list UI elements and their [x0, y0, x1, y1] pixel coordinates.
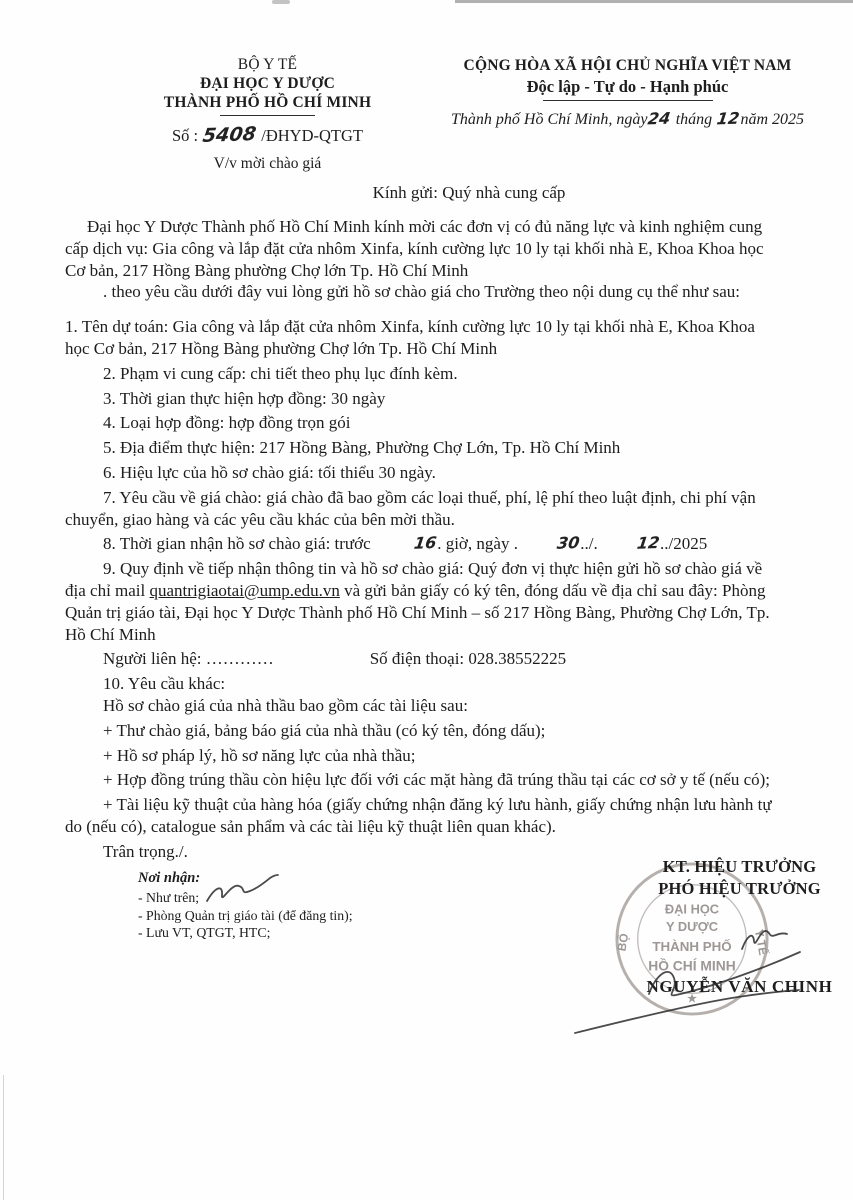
university-name-line2: THÀNH PHỐ HỒ CHÍ MINH [163, 94, 372, 111]
bullet-1: + Thư chào giá, bảng báo giá của nhà thầu (có ký tên, đóng dấu); [103, 720, 546, 740]
list-item-8 [65, 533, 775, 555]
contact-person-label: Người liên hệ: ………… [103, 649, 274, 669]
contact-line [103, 648, 775, 670]
document-number-suffix: /ĐHYD-QTGT [261, 126, 363, 145]
document-number-label: Số : [171, 126, 199, 145]
recipient-item: - Như trên; [138, 890, 200, 906]
document-body [0, 216, 853, 1005]
issuer-block [0, 56, 440, 173]
item8-month-handwritten: 12 [635, 533, 661, 554]
item8-mid1: . giờ, ngày . [437, 534, 518, 554]
list-item-4: 4. Loại hợp đồng: hợp đồng trọn gói [103, 413, 351, 433]
list-item-6: 6. Hiệu lực của hồ sơ chào giá: tối thiểu 30 ngày. [103, 462, 436, 482]
stamp-ring-left-text: BỘ [614, 931, 632, 952]
header-divider-line [220, 115, 315, 116]
document-number-handwritten: 5408 [201, 123, 258, 147]
list-item-3: 3. Thời gian thực hiện hợp đồng: 30 ngày [103, 388, 386, 408]
bullet-4: + Tài liệu kỹ thuật của hàng hóa (giấy chứng nhận đăng ký lưu hành, giấy chứng nhận lưu hành tự do (nếu có), catalogue sản phẩm và các tài liệu kỹ thuật liên quan khác). [65, 795, 772, 836]
salutation: Kính gửi: Quý nhà cung cấp [372, 183, 566, 202]
document-subject: V/v mời chào giá [213, 155, 322, 172]
list-item-1: 1. Tên dự toán: Gia công và lắp đặt cửa nhôm Xinfa, kính cường lực 10 ly tại khối nhà E, Khoa Khoa học Cơ bản, 217 Hồng Bàng phường Chợ lớn Tp. Hồ Chí Minh [65, 317, 755, 358]
recipient-item: - Phòng Quản trị giáo tài (để đăng tin); [138, 907, 353, 923]
bullet-2: + Hồ sơ pháp lý, hồ sơ năng lực của nhà thầu; [103, 745, 416, 765]
closing-line: Trân trọng./. [103, 841, 188, 861]
document-footer [65, 856, 833, 1005]
date-suffix: năm 2025 [740, 111, 804, 128]
recipients-title: Nơi nhận: [138, 869, 201, 886]
list-item-7: 7. Yêu cầu về giá chào: giá chào đã bao gồm các loại thuế, phí, lệ phí theo luật định, chi phí vận chuyển, giao hàng và các yêu cầu khác của bên mời thầu. [65, 487, 756, 529]
national-motto-line1: CỘNG HÒA XÃ HỘI CHỦ NGHĨA VIỆT NAM [463, 57, 792, 74]
request-paragraph: . theo yêu cầu dưới đây vui lòng gửi hồ sơ chào giá cho Trường theo nội dung cụ thể như sau: [103, 282, 741, 302]
signer-title-2: PHÓ HIỆU TRƯỞNG [658, 878, 821, 898]
university-name-line1: ĐẠI HỌC Y DƯỢC [200, 75, 335, 92]
national-motto-line2: Độc lập - Tự do - Hạnh phúc [526, 77, 729, 96]
phone-number-label: Số điện thoại: 028.38552225 [369, 649, 567, 669]
signer-name: NGUYỄN VĂN CHINH [646, 976, 833, 996]
item8-suffix: ../2025 [659, 534, 708, 554]
item9-text-before: 9. Quy định về tiếp nhận thông tin và hồ sơ chào giá: Quý đơn vị thực hiện gửi hồ sơ chào giá về địa chỉ mail [65, 559, 763, 600]
motto-divider-line [543, 100, 713, 101]
bullet-3: + Hợp đồng trúng thầu còn hiệu lực đối với các mặt hàng đã trúng thầu tại các cơ sở y tế (nếu có); [103, 770, 771, 790]
list-item-5: 5. Địa điểm thực hiện: 217 Hồng Bàng, Phường Chợ Lớn, Tp. Hồ Chí Minh [103, 438, 621, 458]
date-line [440, 109, 815, 129]
stamp-text-line1: ĐẠI HỌC [664, 900, 720, 916]
document-number-line [103, 124, 433, 146]
scan-artifact [3, 1075, 4, 1200]
item8-day-handwritten: 30 [555, 533, 581, 554]
date-month-handwritten: 12 [715, 108, 741, 129]
ministry-name: BỘ Y TẾ [237, 56, 298, 73]
list-item-10: 10. Yêu cầu khác: [103, 674, 226, 694]
documents-intro: Hồ sơ chào giá của nhà thầu bao gồm các tài liệu sau: [103, 695, 468, 715]
stamp-text-line4: HỒ CHÍ MINH [648, 957, 736, 974]
document-header [0, 0, 853, 173]
signature-block [597, 856, 853, 1005]
stamp-star-icon: ★ [687, 992, 697, 1005]
stamp-text-line3: THÀNH PHỐ [652, 938, 732, 954]
stamp-ring-right-text: Y TẾ [751, 927, 771, 956]
item8-hour-handwritten: 16 [412, 533, 438, 554]
item9-text-after: và gửi bản giấy có ký tên, đóng dấu về địa chỉ sau đây: Phòng Quản trị giáo tài, Đại học Y Dược Thành phố Hồ Chí Minh – số 217 Hồng Bàng, Phường Chợ Lớn, Tp. Hồ Chí Minh [65, 580, 770, 644]
list-item-9 [65, 558, 775, 645]
stamp-text-line2: Y DƯỢC [665, 918, 719, 934]
signer-title-1: KT. HIỆU TRƯỞNG [662, 856, 817, 876]
recipient-item: - Lưu VT, QTGT, HTC; [138, 925, 271, 941]
intro-paragraph: Đại học Y Dược Thành phố Hồ Chí Minh kính mời các đơn vị có đủ năng lực và kinh nghiệm cung cấp dịch vụ: Gia công và lắp đặt cửa nhôm Xinfa, kính cường lực 10 ly tại khối nhà E, Khoa Khoa học Cơ bản, 217 Hồng Bàng phường Chợ lớn Tp. Hồ Chí Minh [65, 217, 764, 280]
email-address: quantrigiaotai@ump.edu.vn [149, 580, 340, 600]
date-prefix: Thành phố Hồ Chí Minh, ngày [451, 111, 648, 128]
date-day-handwritten: 24 [647, 108, 673, 129]
date-mid: tháng [675, 111, 713, 128]
list-item-2: 2. Phạm vi cung cấp: chi tiết theo phụ lục đính kèm. [103, 363, 458, 383]
national-header-block [440, 56, 853, 173]
item8-mid2: ../. [580, 534, 598, 554]
item8-prefix: 8. Thời gian nhận hồ sơ chào giá: trước [103, 534, 375, 554]
